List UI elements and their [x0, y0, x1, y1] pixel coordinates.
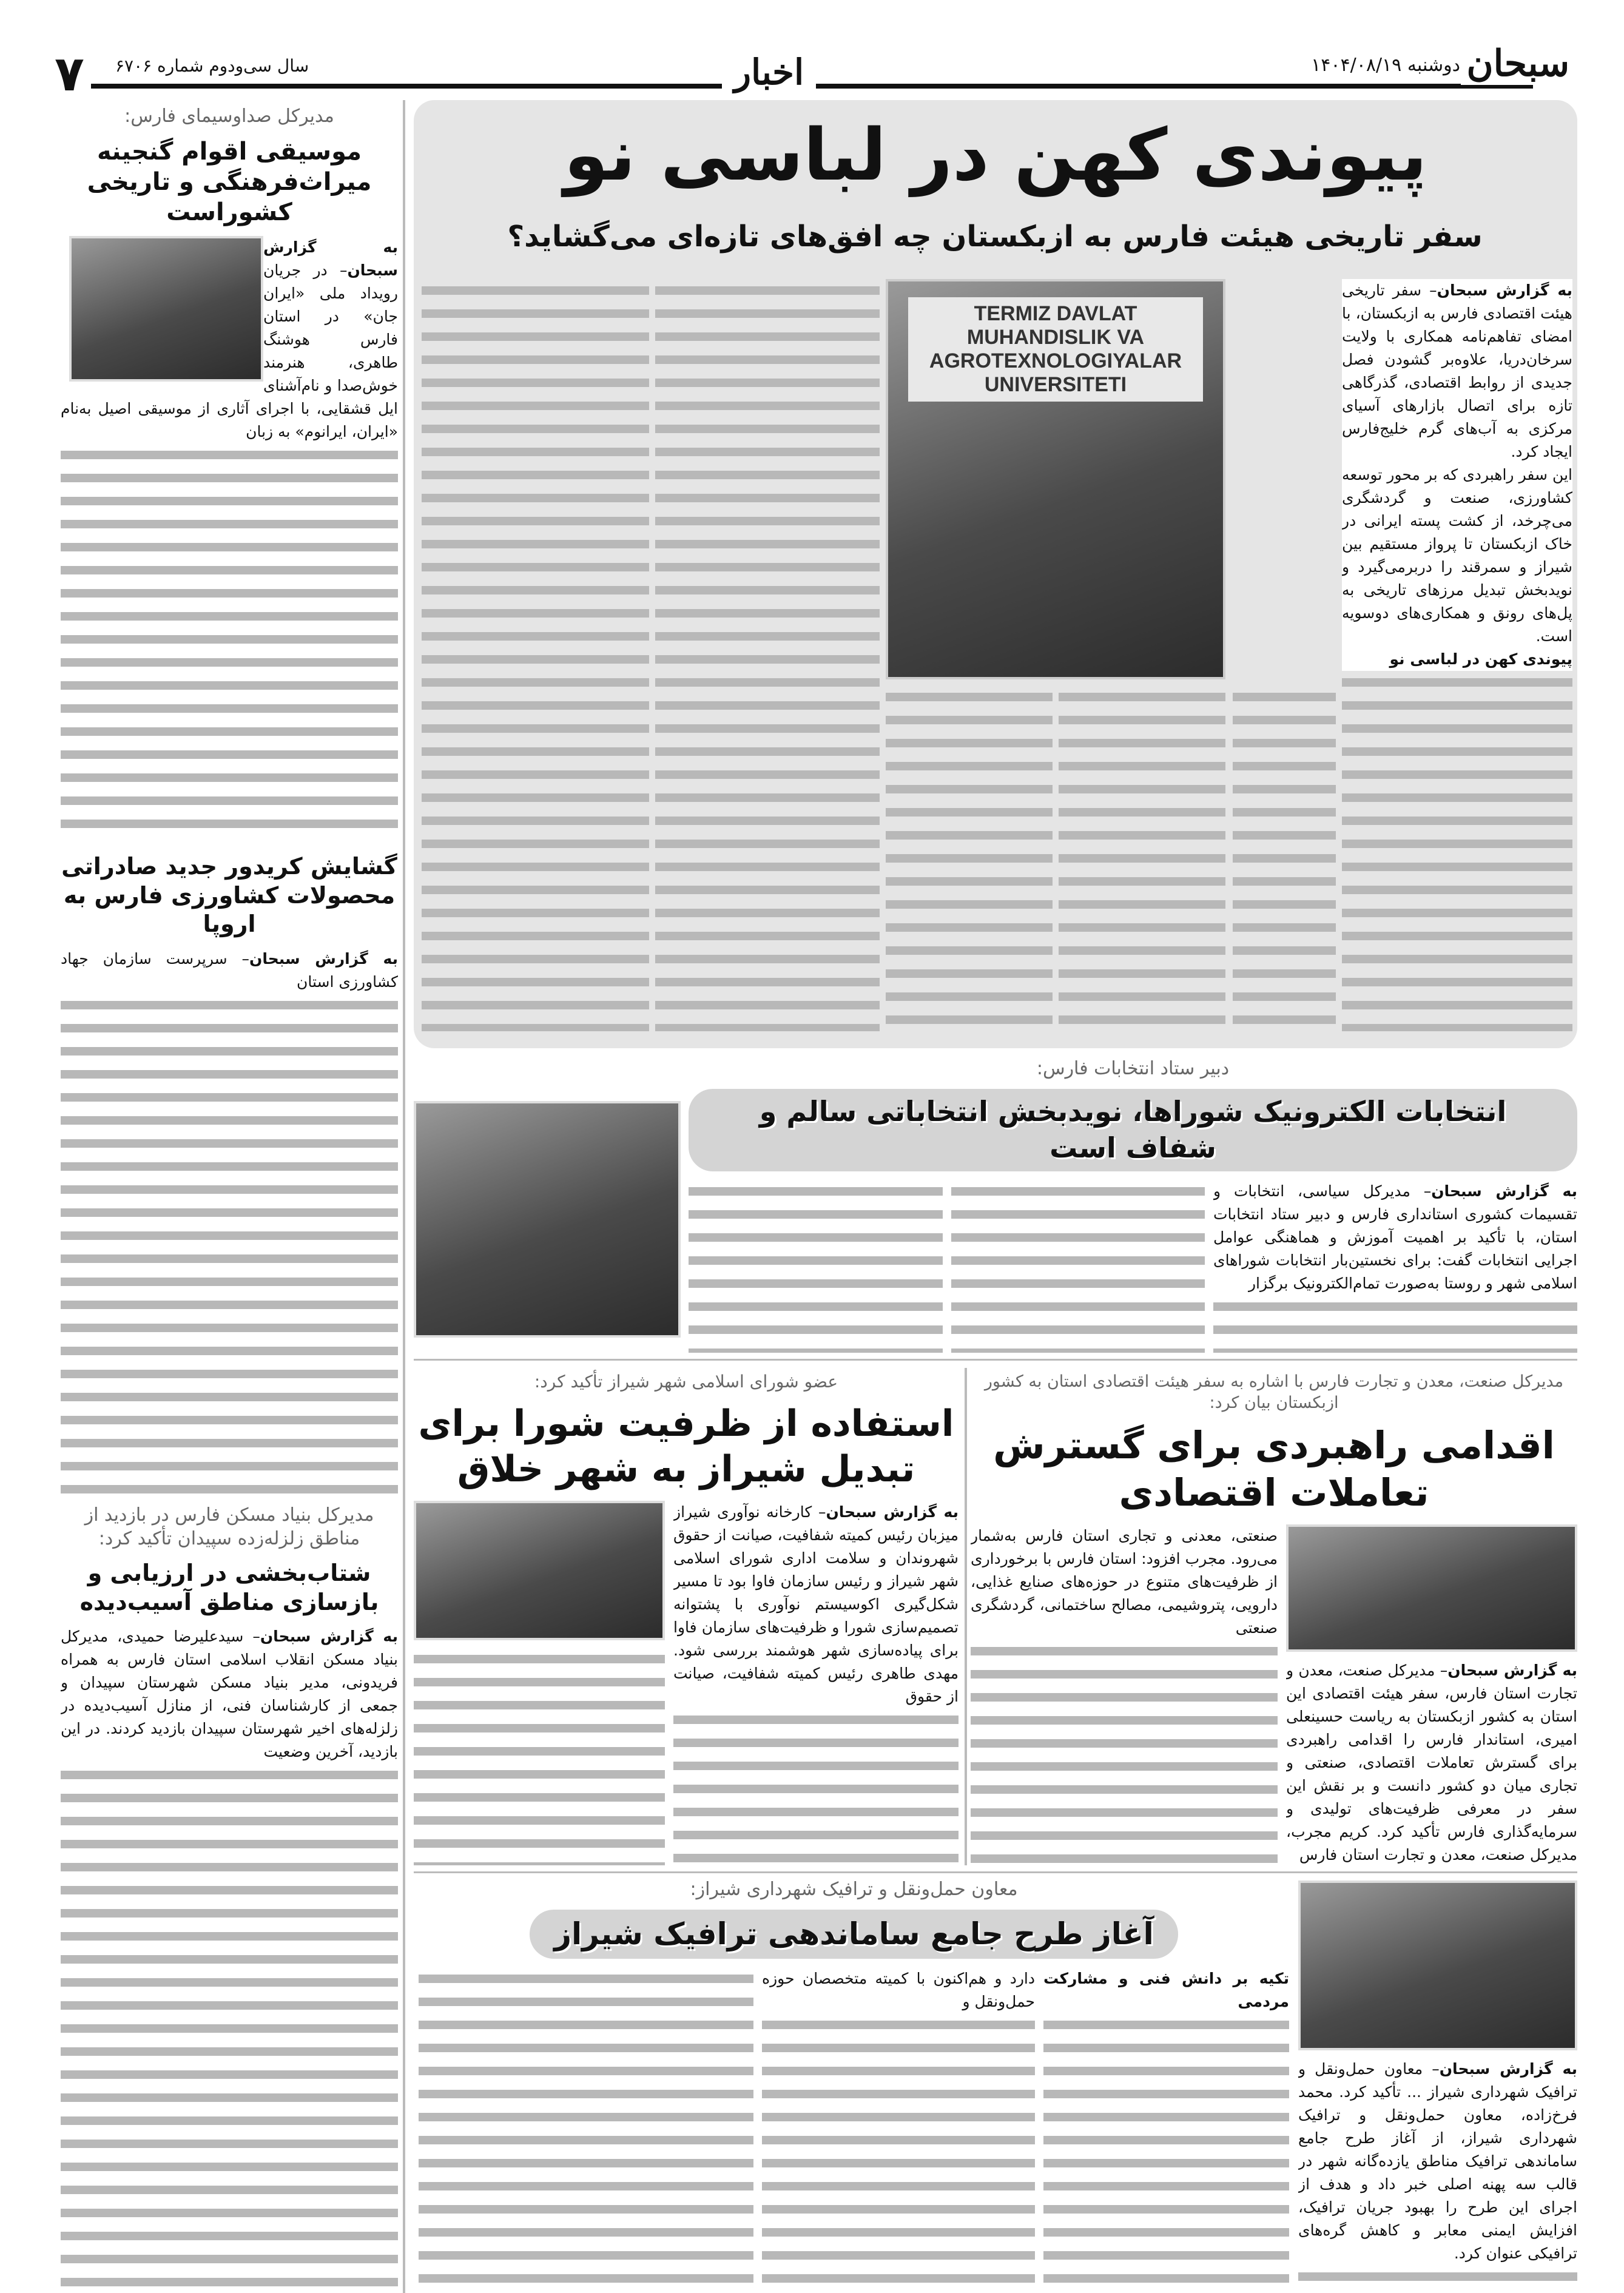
column-divider	[965, 1368, 967, 1865]
economy-story-photo	[1286, 1524, 1577, 1652]
section-title: اخبار	[722, 52, 816, 93]
main-story-photo	[886, 279, 1225, 679]
main-story-col5	[655, 279, 880, 1031]
election-story-title[interactable]: انتخابات الکترونیک شوراها، نویدبخش انتخاباتی سالم و شفاف است	[689, 1089, 1577, 1171]
issue-number: سال سی‌ودوم شماره ۶۷۰۶	[115, 56, 309, 76]
left-story2-title[interactable]: گشایش کریدور جدید صادراتی محصولات کشاورزی فارس به اروپا	[61, 853, 397, 937]
left-story2-body: به گزارش سبحان– سرپرست سازمان جهاد کشاورزی استان	[61, 948, 398, 1496]
election-story	[689, 1057, 1577, 1353]
economy-story-col1: به گزارش سبحان– مدیرکل صنعت، معدن و تجارت استان فارس، سفر هیئت اقتصادی این استان به کشور ازبکستان به ریاست حسینعلی امیری، استاندار فارس را اقدامی راهبردی برای گسترش تعاملات اقتصادی، صنعتی و تجاری میان دو کشور دانست و بر نقش این سفر در معرفی ظرفیت‌های تولیدی و سرمایه‌گذاری فارس تأکید کرد. کریم مجرب، مدیرکل صنعت، معدن و تجارت استان فارس	[1286, 1659, 1577, 1865]
election-story-col2	[951, 1180, 1205, 1353]
main-story-col1: به گزارش سبحان– سفر تاریخی هیئت اقتصادی فارس به ازبکستان، با امضای تفاهم‌نامه همکاری با ولایت سرخان‌دریا، علاوه‌بر گشودن فصل جدیدی از روابط اقتصادی، گذرگاهی تازه برای اتصال بازارهای آسیای مرکزی به آب‌های گرم خلیج‌فارس ایجاد کرد. این سفر راهبردی که بر محور توسعه کشاورزی، صنعت و گردشگری می‌چرخد، از کشت پسته ایرانی در خاک ازبکستان تا پرواز مستقیم بین شیراز و سمرقند را دربرمی‌گیرد و نویدبخش تبدیل مرزهای تاریخی به پل‌های رونق و همکاری‌های دوسویه است. پیوندی کهن در لباسی نو	[1342, 279, 1572, 1031]
economy-story-kicker: مدیرکل صنعت، معدن و تجارت فارس با اشاره به سفر هیئت اقتصادی استان به کشور ازبکستان بیان کرد:	[984, 1372, 1564, 1413]
council-story-photo	[414, 1501, 665, 1640]
left-story1	[61, 104, 398, 838]
traffic-story-photo	[1298, 1881, 1577, 2050]
issue-date: دوشنبه ۱۴۰۴/۰۸/۱۹	[1311, 55, 1460, 76]
election-story-photo	[414, 1101, 681, 1338]
main-story-subtitle: سفر تاریخی هیئت فارس به ازبکستان چه افق‌های تازه‌ای می‌گشاید؟	[507, 220, 1483, 254]
economy-story	[971, 1371, 1577, 1865]
left-story3-title[interactable]: شتاب‌بخشی در ارزیابی و بازسازی مناطق آسیب‌دیده	[79, 1560, 379, 1615]
election-story-kicker: دبیر ستاد انتخابات فارس:	[1036, 1058, 1230, 1079]
economy-story-col2: صنعتی، معدنی و تجاری استان فارس به‌شمار می‌رود. مجرب افزود: استان فارس با برخورداری از ظرفیت‌های متنوع در حوزه‌های صنایع غذایی، دارویی، پتروشیمی، مصالح ساختمانی، گردشگری صنعتی	[971, 1524, 1278, 1865]
main-story-title[interactable]: پیوندی کهن در لباسی نو	[564, 113, 1427, 197]
council-story	[414, 1371, 959, 1865]
council-story-title[interactable]: استفاده از ظرفیت شورا برای تبدیل شیراز به شهر خلاق	[418, 1402, 954, 1491]
main-story-col4	[886, 685, 1053, 1031]
council-story-kicker: عضو شورای اسلامی شهر شیراز تأکید کرد:	[534, 1372, 838, 1392]
divider	[414, 1871, 1577, 1873]
economy-story-title[interactable]: اقدامی راهبردی برای گسترش تعاملات اقتصادی	[993, 1423, 1555, 1515]
divider	[414, 1359, 1577, 1361]
traffic-story-col4	[419, 1967, 753, 2290]
traffic-story-col2: تکیه بر دانش فنی و مشارکت مردمی	[1043, 1967, 1289, 2290]
traffic-story	[419, 1877, 1289, 2290]
traffic-story-kicker: معاون حمل‌ونقل و ترافیک شهرداری شیراز:	[690, 1879, 1018, 1900]
council-story-col1: به گزارش سبحان– کارخانه نوآوری شیراز میزبان رئیس کمیته شفافیت، صیانت از حقوق شهروندان و سلامت اداری شورای اسلامی شهر شیراز و رئیس سازمان فاوا بود تا مسیر شکل‌گیری اکوسیستم نوآوری با پشتوانه تصمیم‌سازی شورا و ظرفیت‌های سازمان فاوا برای پیاده‌سازی شهر هوشمند بررسی شود. مهدی طاهری رئیس کمیته شفافیت، صیانت از حقوق	[673, 1501, 959, 1865]
left-story3-body: به گزارش سبحان– سیدعلیرضا حمیدی، مدیرکل بنیاد مسکن انقلاب اسلامی استان فارس به همراه فریدونی، مدیر بنیاد مسکن شهرستان سپیدان و جمعی از کارشناسان فنی، از منازل آسیب‌دیده در زلزله‌های اخیر شهرستان سپیدان بازدید کردند. در این بازدید، آخرین وضعیت	[61, 1625, 398, 2289]
left-story1-photo	[69, 236, 263, 382]
left-story3-kicker: مدیرکل بنیاد مسکن فارس در بازدید از مناطق زلزله‌زده سپیدان تأکید کرد:	[84, 1504, 374, 1549]
left-story1-body	[61, 236, 398, 838]
left-story1-kicker: مدیرکل صداوسیمای فارس:	[124, 106, 334, 127]
election-story-col3	[689, 1180, 943, 1353]
left-story3	[61, 1503, 398, 2289]
council-story-col2	[414, 1648, 665, 1865]
left-story1-lead: به گزارش سبحان– در جریان رویداد ملی «ایران جان» در استان فارس هوشنگ طاهری، هنرمند خوش‌صدا و نام‌آشنای ایل قشقایی، با اجرای آثاری از موسیقی اصیل به‌نام «ایران، ایرانوم» به زبان	[61, 236, 398, 443]
column-divider	[403, 100, 405, 2293]
left-story1-title[interactable]: موسیقی اقوام گنجینه میراث‌فرهنگی و تاریخی کشوراست	[87, 138, 372, 226]
left-story2	[61, 852, 398, 1495]
traffic-story-lead: به گزارش سبحان– معاون حمل‌ونقل و ترافیک شهرداری شیراز ... تأکید کرد. محمد فرخ‌زاده، معاون حمل‌ونقل و ترافیک شهرداری شیراز، از آغاز طرح جامع ساماندهی ترافیک مناطق یازده‌گانه شهر در قالب سه پهنه اصلی خبر داد و هدف از اجرای این طرح را بهبود جریان ترافیک، افزایش ایمنی معابر و کاهش گره‌های ترافیکی عنوان کرد.	[1298, 2058, 1577, 2291]
main-story-col3	[1059, 685, 1225, 1031]
election-story-col1: به گزارش سبحان– مدیرکل سیاسی، انتخابات و تقسیمات کشوری استانداری فارس و دبیر ستاد انتخابات استان، با تأکید بر اهمیت آموزش و هماهنگی عوامل اجرایی انتخابات گفت: برای نخستین‌بار انتخابات شوراهای اسلامی شهر و روستا به‌صورت تمام‌الکترونیک برگزار	[1213, 1180, 1577, 1353]
photo-sign: TERMIZ DAVLAT MUHANDISLIK VA AGROTEXNOLOGIYALAR UNIVERSITETI	[908, 297, 1203, 402]
traffic-story-title[interactable]: آغاز طرح جامع ساماندهی ترافیک شیراز	[530, 1910, 1178, 1959]
page-number: ۷	[49, 45, 90, 102]
newspaper-logo[interactable]: سبحان	[1461, 42, 1575, 85]
main-story-col2	[1233, 685, 1336, 1031]
main-story-col6	[422, 279, 649, 1031]
traffic-story-col3: دارد و هم‌اکنون با کمیته متخصصان حوزه حمل‌ونقل و	[762, 1967, 1035, 2290]
